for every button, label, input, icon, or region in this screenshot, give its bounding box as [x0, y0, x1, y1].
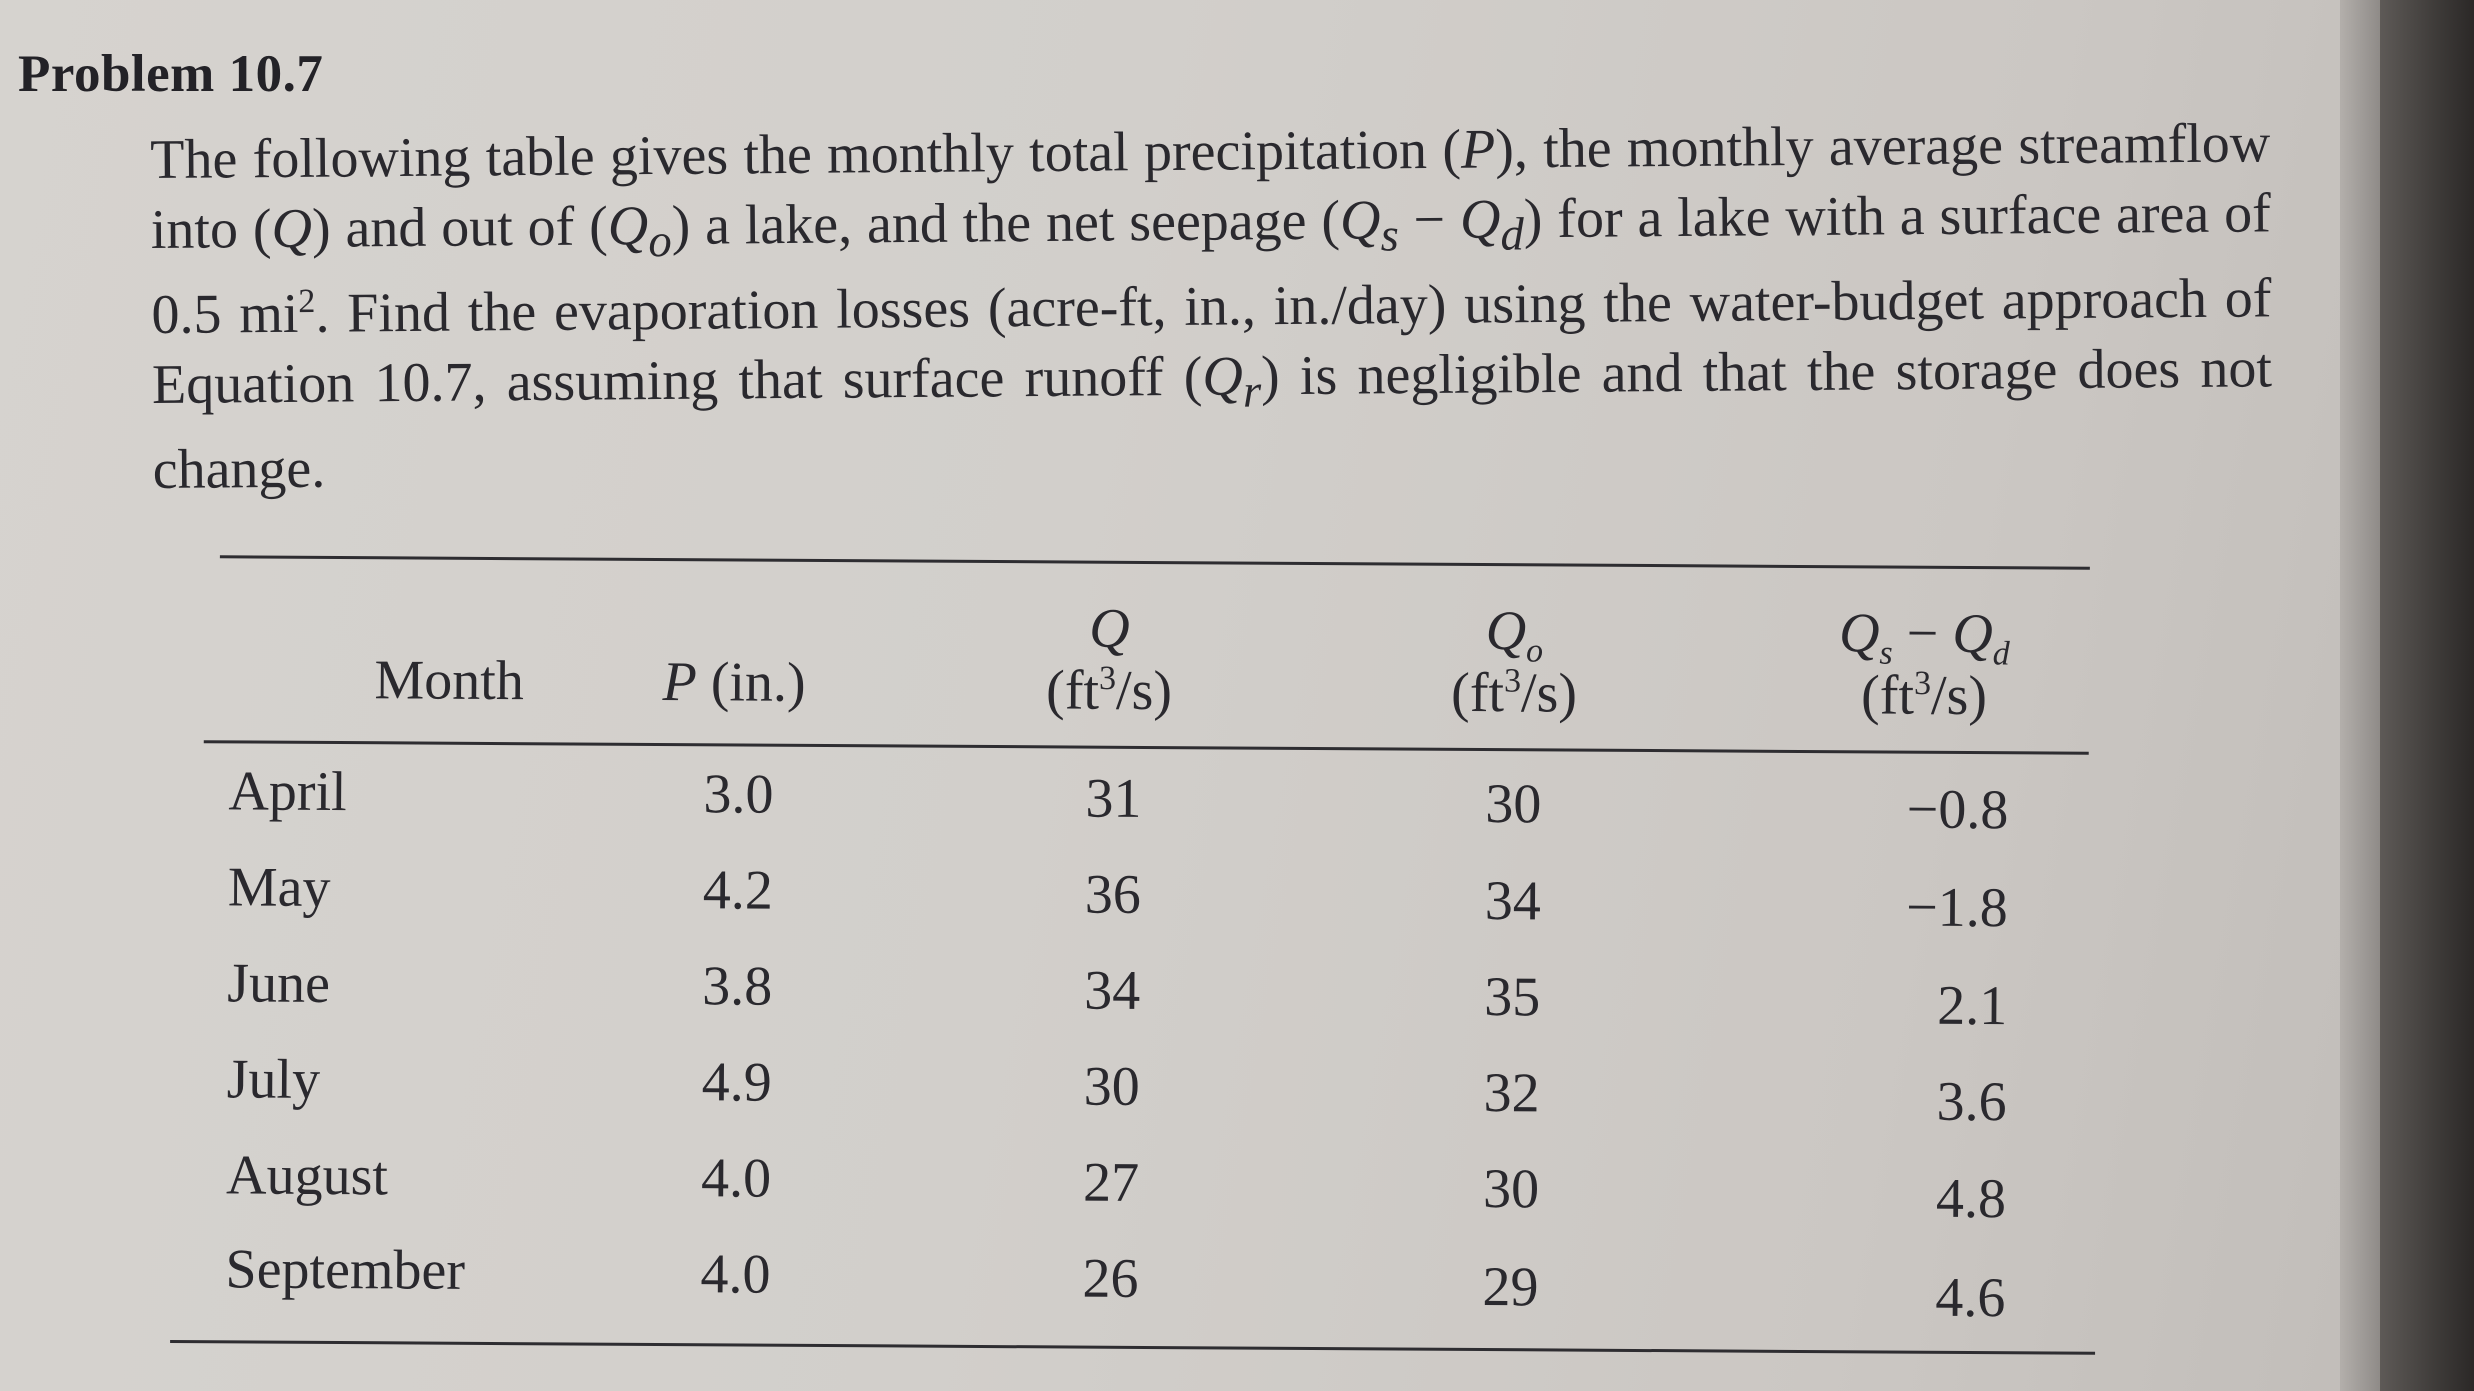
symbol-q: Q: [271, 197, 313, 261]
cell-outflow: 30: [1485, 773, 1542, 836]
cell-net-seepage: 4.8: [1935, 1167, 2007, 1231]
cell-precipitation: 4.0: [700, 1243, 771, 1306]
cell-month: May: [227, 856, 331, 919]
header-qs-minus: −: [1892, 602, 1953, 665]
symbol-qd: Q: [1459, 188, 1501, 251]
header-qo-sub: o: [1525, 632, 1544, 670]
cell-inflow: 27: [1082, 1151, 1140, 1214]
cell-precipitation: 4.2: [702, 859, 774, 922]
header-outflow: [1394, 599, 1635, 724]
statement-text-7: ) is negligible and that the storage does not change.: [152, 337, 2273, 502]
cell-inflow: 30: [1083, 1055, 1140, 1118]
superscript-2: 2: [298, 283, 316, 321]
symbol-qs-sub: s: [1380, 209, 1399, 262]
cell-month: August: [225, 1144, 389, 1208]
cell-month: June: [227, 952, 331, 1015]
header-net-seepage: [1739, 602, 2110, 728]
symbol-p: P: [1460, 118, 1496, 181]
header-p-symbol: P: [662, 651, 698, 714]
header-qo-unit-b: /s): [1520, 662, 1578, 725]
cell-inflow: 36: [1084, 863, 1142, 926]
symbol-qr-sub: r: [1242, 365, 1262, 418]
header-qs-unit-b: /s): [1930, 664, 1988, 728]
data-table: [165, 540, 2090, 1372]
cell-month: April: [228, 760, 347, 824]
symbol-qd-sub: d: [1500, 208, 1525, 261]
header-p-unit: (in.): [696, 651, 806, 714]
header-month: [309, 649, 589, 713]
header-qs-symbol: Q: [1838, 602, 1880, 665]
header-precipitation: [604, 651, 864, 715]
page-edge: [2340, 0, 2380, 1391]
statement-text-3: ) and out of (: [311, 195, 609, 260]
header-qd-sub: d: [1992, 635, 2010, 673]
table-top-rule: [220, 555, 2090, 569]
cell-outflow: 29: [1482, 1256, 1539, 1319]
cell-outflow: 34: [1484, 870, 1542, 933]
cell-month: July: [226, 1048, 321, 1111]
symbol-qr: Q: [1202, 345, 1244, 408]
cell-precipitation: 4.9: [701, 1051, 772, 1114]
header-q-unit-sup: 3: [1098, 660, 1117, 698]
cell-net-seepage: 2.1: [1936, 974, 2008, 1038]
header-qo-unit-sup: 3: [1503, 662, 1522, 700]
cell-net-seepage: −0.8: [1906, 778, 2009, 842]
cell-net-seepage: −1.8: [1906, 876, 2008, 940]
header-qo-unit-a: (ft: [1450, 661, 1505, 725]
header-q-unit-a: (ft: [1045, 659, 1100, 722]
problem-statement: [150, 108, 2273, 505]
cell-inflow: 34: [1084, 959, 1141, 1022]
header-qd-symbol: Q: [1952, 602, 1994, 666]
book-binding-shadow: [2380, 0, 2474, 1391]
symbol-qo-sub: o: [648, 215, 672, 268]
problem-title: Problem 10.7: [18, 45, 324, 103]
header-month-label: Month: [374, 649, 525, 713]
cell-outflow: 35: [1484, 966, 1541, 1029]
statement-text-4: ) a lake, and the net seepage (: [671, 189, 1341, 257]
cell-outflow: 30: [1482, 1158, 1540, 1221]
statement-text-2: ), the monthly average streamflow into (: [150, 112, 2271, 261]
cell-inflow: 26: [1082, 1247, 1139, 1310]
cell-net-seepage: 3.6: [1936, 1070, 2007, 1134]
header-qs-unit-a: (ft: [1860, 664, 1915, 727]
header-qs-unit-sup: 3: [1913, 665, 1932, 703]
statement-minus: −: [1398, 188, 1461, 252]
statement-text-1: The following table gives the monthly total precipitation (: [150, 118, 1462, 191]
symbol-qs: Q: [1339, 189, 1381, 252]
header-inflow: [989, 597, 1230, 722]
cell-precipitation: 3.0: [703, 763, 774, 826]
table-header-rule: [204, 740, 2089, 755]
header-qs-sub: s: [1879, 634, 1893, 672]
statement-text-6: . Find the evaporation losses (acre-ft, in., in./day) using the water-budget approach of Equation 10.7, assuming that surface runoff (: [151, 267, 2272, 417]
header-q-symbol: Q: [1089, 597, 1130, 660]
cell-month: September: [225, 1238, 466, 1302]
cell-precipitation: 3.8: [702, 955, 773, 1018]
header-qo-symbol: Q: [1485, 600, 1527, 663]
cell-outflow: 32: [1483, 1062, 1540, 1125]
cell-net-seepage: 4.6: [1935, 1266, 2006, 1330]
cell-precipitation: 4.0: [700, 1147, 772, 1210]
table-bottom-rule: [170, 1340, 2095, 1355]
cell-inflow: 31: [1085, 767, 1142, 830]
symbol-qo: Q: [607, 195, 649, 258]
header-q-unit-b: /s): [1115, 659, 1173, 723]
statement-text-5: ) for a lake with a surface area of 0.5 mi: [151, 182, 2272, 347]
